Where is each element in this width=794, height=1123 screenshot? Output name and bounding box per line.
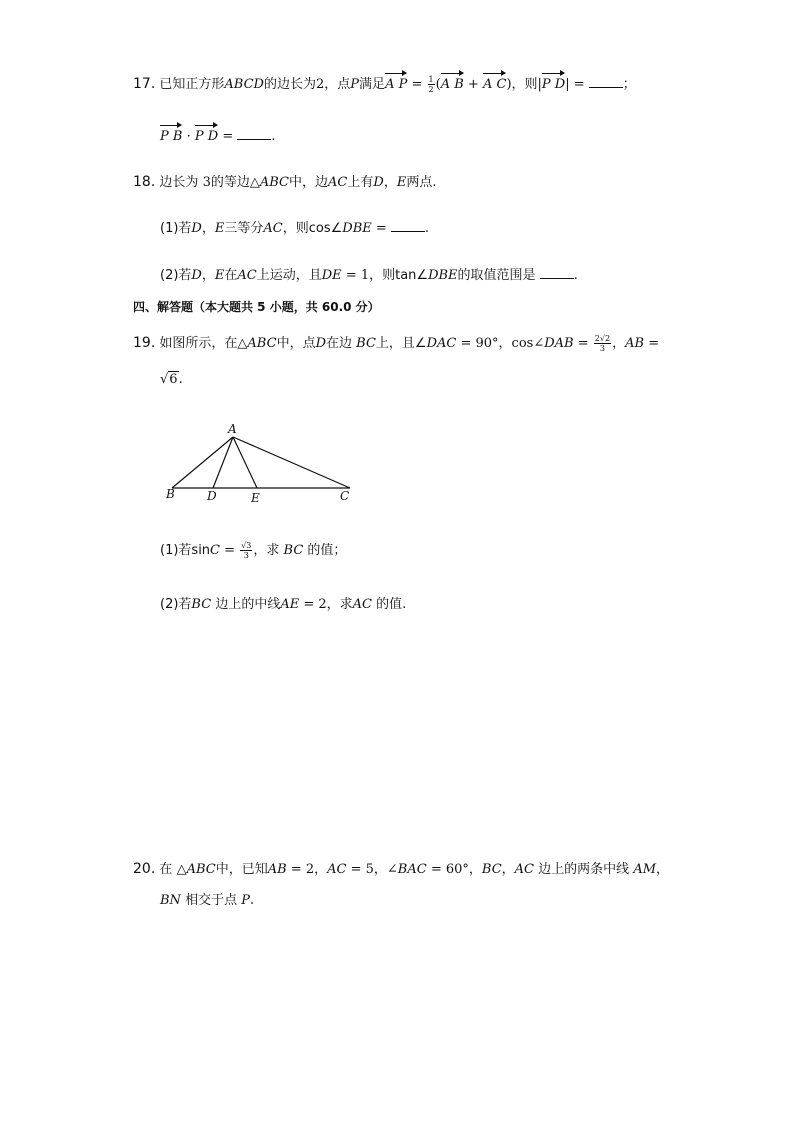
vector-pd: P D	[195, 124, 218, 147]
label-b: B	[166, 487, 175, 501]
triangle-figure	[150, 415, 370, 510]
question-number: 18.	[133, 174, 156, 190]
vector-pd: P D	[542, 72, 565, 95]
question-number: 19.	[133, 335, 156, 351]
segment-ac	[233, 437, 350, 488]
vector-ab: A B	[441, 72, 464, 95]
answer-blank[interactable]	[237, 127, 271, 140]
q20-line1: 20. 在 △ABC中，已知AB = 2，AC = 5，∠BAC = 60°，BC，AC 边上的两条中线 AM，	[133, 861, 670, 877]
vector-pb: P B	[160, 124, 182, 147]
segment-ab	[172, 437, 233, 488]
fraction-2sqrt2-over-3: $\frac{2√2}{3}$	[594, 334, 611, 353]
q17-line1: 17. 已知正方形ABCD的边长为2，点P满足A P = $\frac{1}{2}$ (A B + A C)，则|P D| = ；	[133, 72, 636, 95]
label-a: A	[228, 422, 237, 436]
q19-line2: √6.	[160, 372, 183, 387]
label-d: D	[207, 489, 217, 503]
answer-blank[interactable]	[589, 75, 623, 88]
answer-blank[interactable]	[540, 266, 574, 279]
question-number: 20.	[133, 861, 156, 877]
fraction-half: $\frac{1}{2}$	[428, 75, 434, 94]
q19-line1: 19. 如图所示，在△ABC中，点D在边 BC上，且∠DAC = 90°，cos∠DAB = $\frac{2√2}{3}$ ，AB =	[133, 334, 660, 353]
q19-part2: (2)若BC 边上的中线AE = 2，求AC 的值.	[160, 597, 407, 612]
sqrt-six: √6	[160, 372, 178, 387]
vector-ap: A P	[385, 72, 407, 95]
q18-part2: (2)若D，E在AC上运动，且DE = 1，则tan∠DBE的取值范围是 .	[160, 268, 578, 283]
section-heading: 四、解答题（本大题共 5 小题，共 60.0 分）	[133, 300, 380, 314]
segment-ae	[233, 437, 257, 488]
label-e: E	[251, 491, 260, 505]
q18-part1: (1)若D，E三等分AC，则cos∠DBE = .	[160, 221, 430, 236]
vector-ac: A C	[483, 72, 506, 95]
label-c: C	[340, 489, 350, 503]
q20-line2: BN 相交于点 P.	[160, 893, 255, 908]
fraction-sqrt3-over-3: $\frac{√3}{3}$	[241, 541, 252, 560]
q19-part1: (1)若sinC = $\frac{√3}{3}$ ，求 BC 的值；	[160, 541, 347, 560]
q18-line1: 18. 边长为 3的等边△ABC中，边AC上有D，E两点.	[133, 174, 437, 190]
answer-blank[interactable]	[391, 219, 425, 232]
q17-line2: P B · P D = .	[160, 124, 276, 147]
question-number: 17.	[133, 76, 156, 92]
